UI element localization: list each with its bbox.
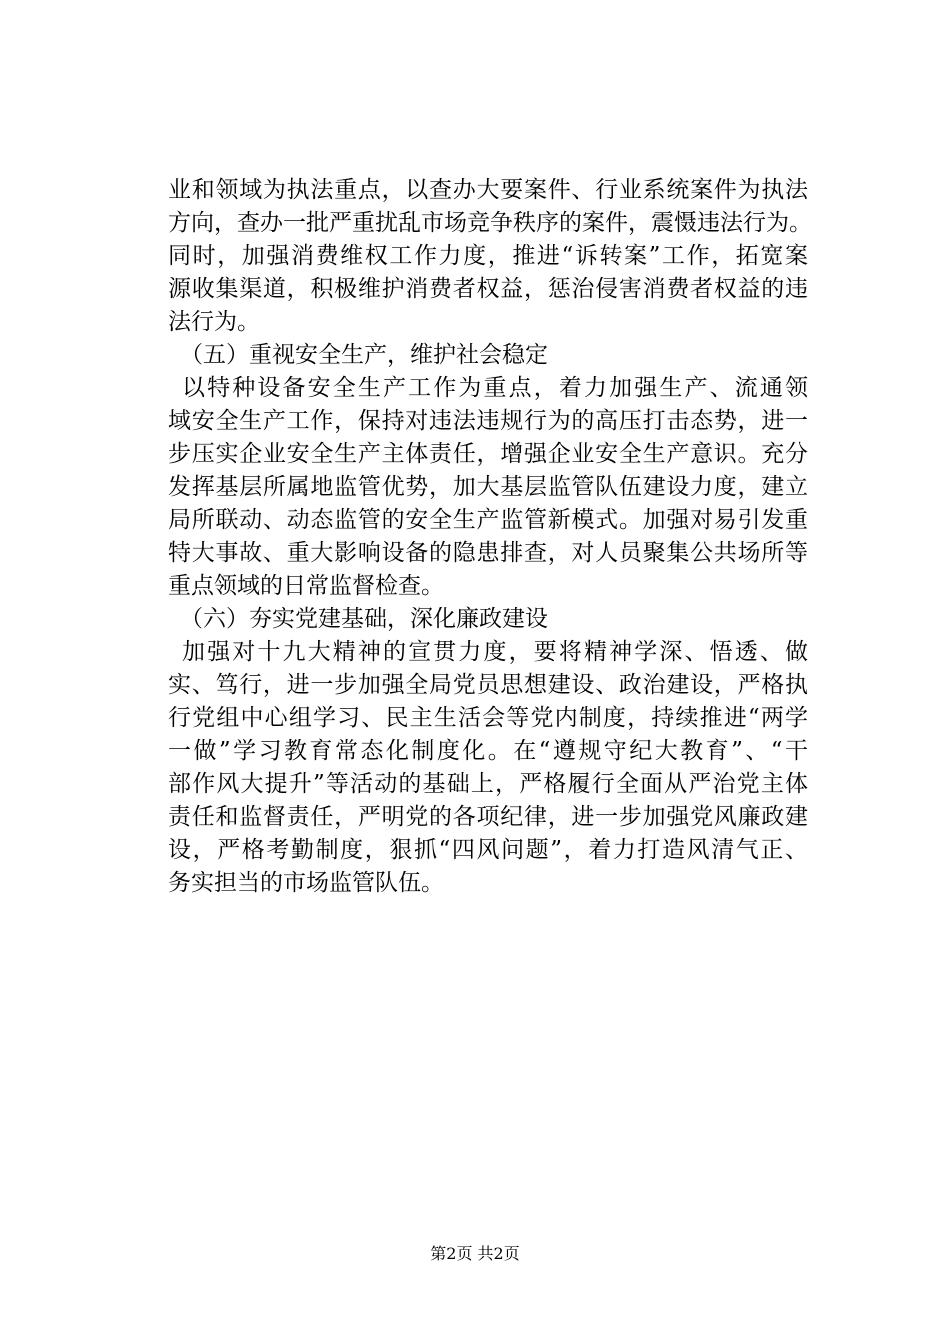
text-line: 行党组中心组学习、民主生活会等党内制度，持续推进“两学 xyxy=(168,705,808,731)
page-number: 第2页 共2页 xyxy=(430,1244,520,1263)
text-line: 实、笃行，进一步加强全局党员思想建设、政治建设，严格执 xyxy=(168,672,808,698)
section-heading xyxy=(168,339,808,372)
text-line: 以特种设备安全生产工作为重点，着力加强生产、流通领 xyxy=(182,375,808,401)
text-line: 设，严格考勤制度，狠抓“四风问题”，着力打造风清气正、 xyxy=(168,837,808,863)
paragraph xyxy=(168,636,808,900)
text-line: 源收集渠道，积极维护消费者权益，惩治侵害消费者权益的违 xyxy=(168,276,808,302)
text-line: 方向，查办一批严重扰乱市场竞争秩序的案件，震慑违法行为。 xyxy=(168,210,812,236)
text-line: 部作风大提升”等活动的基础上，严格履行全面从严治党主体 xyxy=(168,771,808,797)
text-line: 务实担当的市场监管队伍。 xyxy=(168,870,444,896)
text-line: 加强对十九大精神的宣贯力度，要将精神学深、悟透、做 xyxy=(182,639,808,665)
text-line: 特大事故、重大影响设备的隐患排查，对人员聚集公共场所等 xyxy=(168,540,808,566)
heading-text: （六）夯实党建基础，深化廉政建设 xyxy=(180,606,548,632)
text-line: 域安全生产工作，保持对违法违规行为的高压打击态势，进一 xyxy=(168,408,808,434)
text-line: 重点领域的日常监督检查。 xyxy=(168,573,444,599)
text-line: 步压实企业安全生产主体责任，增强企业安全生产意识。充分 xyxy=(168,441,808,467)
page-footer xyxy=(0,1244,950,1264)
heading-text: （五）重视安全生产，维护社会稳定 xyxy=(180,342,548,368)
section-heading xyxy=(168,603,808,636)
text-line: 同时，加强消费维权工作力度，推进“诉转案”工作，拓宽案 xyxy=(168,243,808,269)
text-line: 法行为。 xyxy=(168,309,260,335)
text-line: 发挥基层所属地监管优势，加大基层监管队伍建设力度，建立 xyxy=(168,474,808,500)
text-line: 责任和监督责任，严明党的各项纪律，进一步加强党风廉政建 xyxy=(168,804,808,830)
paragraph xyxy=(168,372,808,603)
text-line: 一做”学习教育常态化制度化。在“遵规守纪大教育”、“干 xyxy=(168,738,808,764)
text-line: 业和领域为执法重点，以查办大要案件、行业系统案件为执法 xyxy=(168,177,808,203)
paragraph xyxy=(168,174,812,339)
document-body xyxy=(168,174,812,900)
text-line: 局所联动、动态监管的安全生产监管新模式。加强对易引发重 xyxy=(168,507,808,533)
